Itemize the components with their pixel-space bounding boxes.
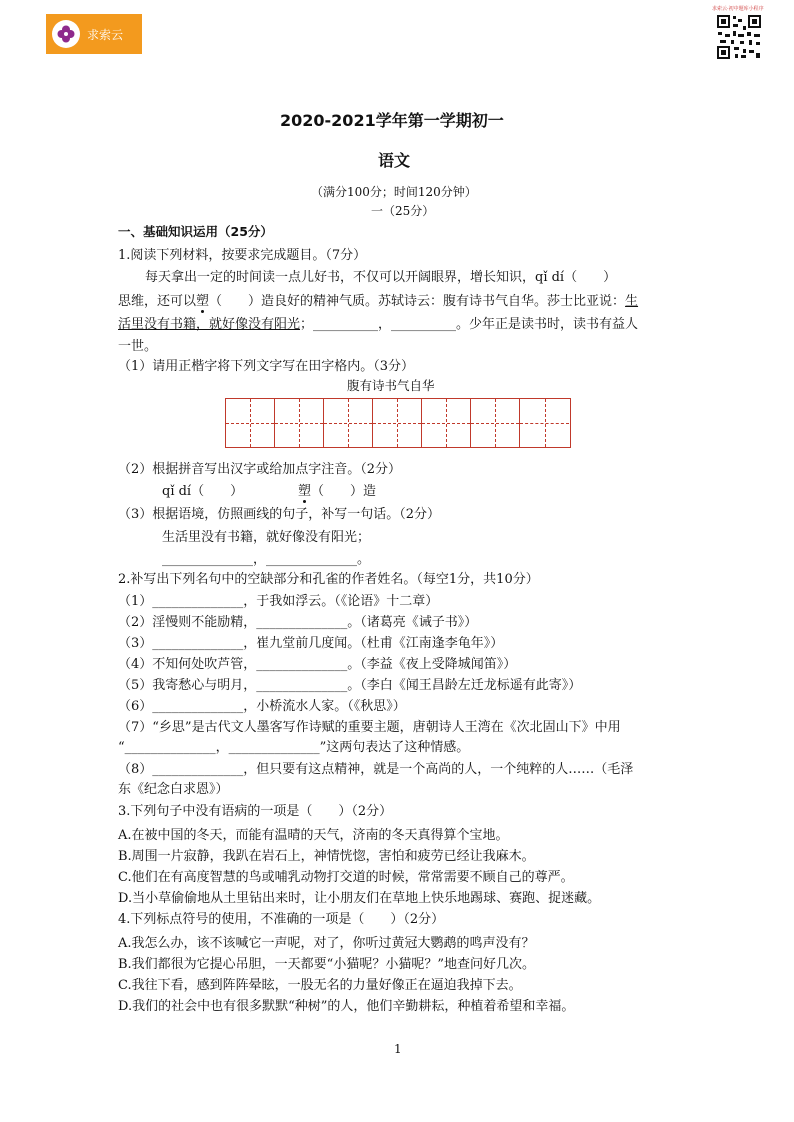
exam-meta: （满分100分；时间120分钟） (311, 185, 477, 199)
grid-source-text: 腹有诗书气自华 (347, 378, 435, 393)
q2-line-5: （5）我寄愁心与明月，______________。（李白《闻王昌龄左迁龙标遥有此寄》） (118, 678, 582, 693)
underlined-sentence: 生 (625, 294, 639, 309)
qiusuoyun-logo (46, 14, 142, 54)
grid-cell[interactable] (520, 399, 569, 447)
passage-text: 思维，还可以 (118, 294, 197, 309)
grid-cell[interactable] (373, 399, 422, 447)
q2-line-7a: （7）“乡思”是古代文人墨客写作诗赋的重要主题，唐朝诗人王湾在《次北固山下》中用 (118, 720, 621, 735)
model-sentence: 生活里没有书籍，就好像没有阳光； (162, 530, 371, 545)
q2-line-4: （4）不知何处吹芦管，______________。（李益《夜上受降城闻笛》） (118, 657, 517, 672)
grid-cell[interactable] (471, 399, 520, 447)
q2-line-7b: “______________，______________”这两句表达了这种情感。 (118, 740, 470, 755)
q1-stem: 1.阅读下列材料，按要求完成题目。（7分） (118, 248, 367, 263)
q1-sub2: （2）根据拼音写出汉字或给加点字注音。（2分） (118, 462, 402, 477)
q3-option-b[interactable]: B.周围一片寂静，我趴在岩石上，神情恍惚，害怕和疲劳已经让我麻木。 (118, 849, 535, 864)
q2-line-2: （2）淫慢则不能励精，______________。（诸葛亮《诫子书》） (118, 615, 478, 630)
q4-stem: 4.下列标点符号的使用，不准确的一项是（ ）（2分） (118, 912, 445, 927)
q3-option-d[interactable]: D.当小草偷偷地从土里钻出来时，让小朋友们在草地上快乐地踢球、赛跑、捉迷藏。 (118, 891, 601, 906)
tianzige-grid[interactable] (225, 398, 571, 448)
q2-line-8a: （8）______________，但只要有这点精神，就是一个高尚的人，一个纯粹的人……（毛泽 (118, 762, 634, 777)
dotted-character: 塑 (298, 480, 311, 499)
section-heading: 一、基础知识运用（25分） (118, 224, 273, 239)
page-number: 1 (394, 1042, 402, 1056)
qr-caption: 求索云·初中题库小程序 (712, 6, 764, 12)
q1-passage-line-4: 一世。 (118, 339, 158, 354)
zhuyin-answer (298, 480, 376, 499)
exam-part: 一（25分） (371, 204, 435, 218)
passage-text: ；__________，__________。少年正是读书时，读书有益人 (300, 317, 639, 332)
q3-stem: 3.下列句子中没有语病的一项是（ ）（2分） (118, 804, 393, 819)
pinyin-answer: qǐ dí（ ） (162, 484, 244, 499)
exam-title: 2020-2021学年第一学期初一 (280, 111, 504, 130)
q3-option-c[interactable]: C.他们在有高度智慧的鸟或哺乳动物打交道的时候，常常需要不顾自己的尊严。 (118, 870, 574, 885)
grid-cell[interactable] (226, 399, 275, 447)
q2-line-3: （3）______________，崔九堂前几度闻。（杜甫《江南逢李龟年》） (118, 636, 504, 651)
answer-blank[interactable]: ______________，______________。 (162, 552, 371, 567)
logo-text: 求索云 (87, 27, 124, 42)
q1-sub1: （1）请用正楷字将下列文字写在田字格内。（3分） (118, 359, 415, 374)
q2-line-8b: 东《纪念白求恩》） (118, 782, 229, 797)
q2-line-1: （1）______________，于我如浮云。（《论语》十二章） (118, 594, 439, 609)
q2-stem: 2.补写出下列名句中的空缺部分和孔雀的作者姓名。（每空1分，共10分） (118, 572, 539, 587)
q1-passage-line-2 (118, 290, 638, 309)
q4-option-b[interactable]: B.我们都很为它提心吊胆，一天都要“小猫呢？小猫呢？”地查问好几次。 (118, 957, 535, 972)
zhuyin-blank: （ ）造 (311, 484, 377, 499)
q1-passage-line-1: 每天拿出一定的时间读一点儿好书，不仅可以开阔眼界，增长知识，qǐ dí（ ） (145, 270, 617, 285)
grid-cell[interactable] (324, 399, 373, 447)
underlined-sentence: 活里没有书籍，就好像没有阳光 (118, 317, 301, 332)
passage-text: （ ）造良好的精神气质。苏轼诗云：腹有诗书气自华。莎士比亚说： (209, 294, 626, 309)
clover-icon (52, 20, 80, 48)
q4-option-c[interactable]: C.我往下看，感到阵阵晕眩，一股无名的力量好像正在逼迫我掉下去。 (118, 978, 522, 993)
dotted-character: 塑 (196, 290, 209, 309)
q4-option-d[interactable]: D.我们的社会中也有很多默默“种树”的人，他们辛勤耕耘，种植着希望和幸福。 (118, 999, 575, 1014)
exam-subject: 语文 (378, 151, 411, 170)
q2-line-6: （6）______________，小桥流水人家。（《秋思》） (118, 699, 406, 714)
q1-sub3: （3）根据语境，仿照画线的句子，补写一句话。（2分） (118, 507, 441, 522)
q3-option-a[interactable]: A.在被中国的冬天，而能有温晴的天气，济南的冬天真得算个宝地。 (118, 828, 509, 843)
q4-option-a[interactable]: A.我怎么办，该不该喊它一声呢，对了，你听过黄冠大鹦鹉的鸣声没有？ (118, 936, 535, 951)
qr-code-icon (716, 14, 762, 60)
q1-passage-line-3 (118, 313, 638, 332)
grid-cell[interactable] (422, 399, 471, 447)
grid-cell[interactable] (275, 399, 324, 447)
